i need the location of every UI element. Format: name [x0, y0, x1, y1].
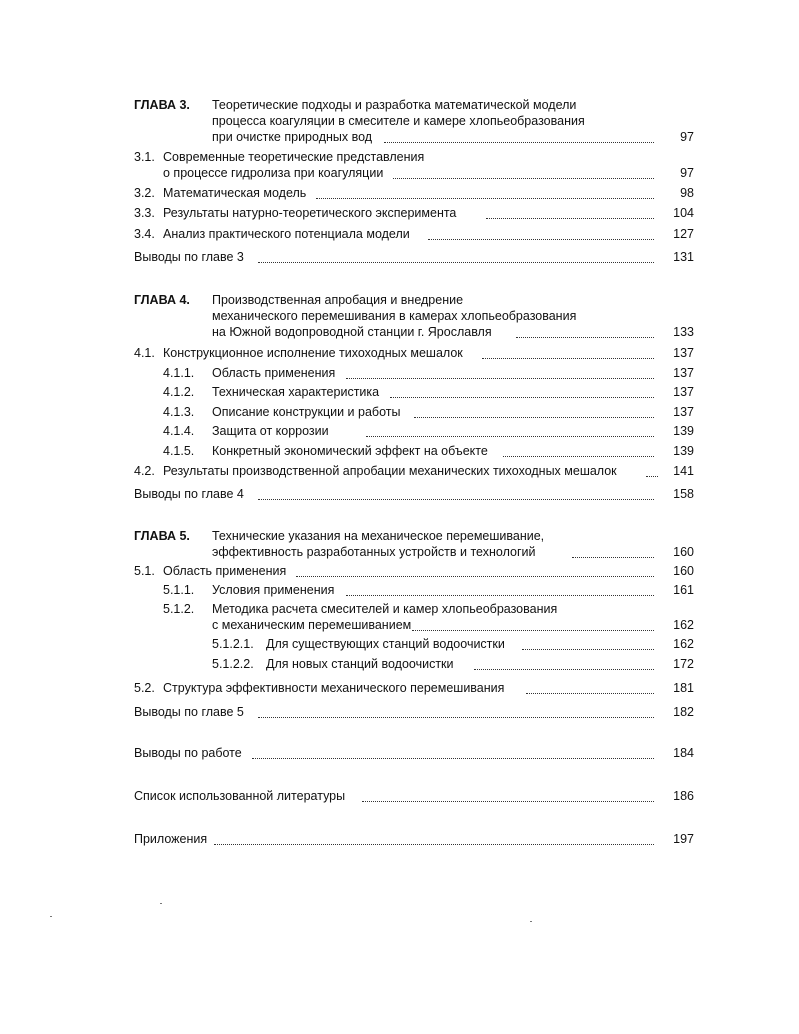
section-5-2-title: Структура эффективности механического перемешивания [163, 681, 505, 695]
section-5-1-2-2-page: 172 [673, 657, 694, 671]
section-4-1-5-num: 4.1.5. [163, 444, 195, 458]
section-5-2-page: 181 [673, 681, 694, 695]
section-4-1-num: 4.1. [134, 346, 155, 360]
section-3-4-num: 3.4. [134, 227, 155, 241]
references: Список использованной литературы [134, 789, 346, 803]
leader-dots [346, 377, 654, 379]
scan-speck [530, 921, 532, 922]
section-4-1-4-num: 4.1.4. [163, 424, 195, 438]
section-4-2-page: 141 [673, 464, 694, 478]
references-page: 186 [673, 789, 694, 803]
leader-dots [362, 800, 654, 802]
section-4-1-2-page: 137 [673, 385, 694, 399]
chapter-5-label: ГЛАВА 5. [134, 529, 190, 543]
chapter-5-page: 160 [673, 545, 694, 559]
section-5-1-1-num: 5.1.1. [163, 583, 195, 597]
chapter-3-title-line-2: процесса коагуляции в смесителе и камере хлопьеобразования [212, 114, 585, 128]
leader-dots [516, 336, 654, 338]
chapter-3-page: 97 [680, 130, 694, 144]
section-4-1-1-title: Область применения [212, 366, 336, 380]
section-3-1-num: 3.1. [134, 150, 155, 164]
section-3-2-page: 98 [680, 186, 694, 200]
section-4-2-num: 4.2. [134, 464, 155, 478]
section-5-1-2-num: 5.1.2. [163, 602, 195, 616]
leader-dots [526, 692, 654, 694]
chapter-4-title-line-3: на Южной водопроводной станции г. Ярославля [212, 325, 492, 339]
chapter-4-conclusions-page: 158 [673, 487, 694, 501]
leader-dots [393, 177, 654, 179]
scan-speck [50, 916, 52, 917]
chapter-5-title-line-1: Технические указания на механическое перемешивание, [212, 529, 545, 543]
appendices: Приложения [134, 832, 208, 846]
leader-dots [258, 261, 654, 263]
leader-dots [428, 238, 654, 240]
section-3-4-page: 127 [673, 227, 694, 241]
section-5-1-1-page: 161 [673, 583, 694, 597]
section-5-1-num: 5.1. [134, 564, 155, 578]
section-3-1-line-1: Современные теоретические представления [163, 150, 425, 164]
leader-dots [503, 455, 654, 457]
leader-dots [474, 668, 654, 670]
chapter-4-conclusions: Выводы по главе 4 [134, 487, 244, 501]
chapter-4-label: ГЛАВА 4. [134, 293, 190, 307]
section-4-1-3-num: 4.1.3. [163, 405, 195, 419]
section-5-1-2-1-num: 5.1.2.1. [212, 637, 254, 651]
leader-dots [346, 594, 654, 596]
section-3-1-line-2: о процессе гидролиза при коагуляции [163, 166, 384, 180]
leader-dots [316, 197, 654, 199]
chapter-5-conclusions: Выводы по главе 5 [134, 705, 244, 719]
section-5-1-2-1-page: 162 [673, 637, 694, 651]
leader-dots [258, 716, 654, 718]
section-4-1-5-page: 139 [673, 444, 694, 458]
section-3-3-page: 104 [673, 206, 694, 220]
leader-dots [366, 435, 654, 437]
section-4-1-1-page: 137 [673, 366, 694, 380]
section-4-1-4-title: Защита от коррозии [212, 424, 329, 438]
chapter-5-title-line-2: эффективность разработанных устройств и технологий [212, 545, 536, 559]
chapter-3-title-line-3: при очистке природных вод [212, 130, 373, 144]
leader-dots [572, 556, 654, 558]
leader-dots [412, 629, 654, 631]
section-4-1-title: Конструкционное исполнение тихоходных мешалок [163, 346, 463, 360]
section-4-1-2-title: Техническая характеристика [212, 385, 380, 399]
chapter-3-conclusions: Выводы по главе 3 [134, 250, 244, 264]
leader-dots [486, 217, 654, 219]
chapter-4-title-line-1: Производственная апробация и внедрение [212, 293, 464, 307]
section-5-1-title: Область применения [163, 564, 287, 578]
section-5-1-2-line-2: с механическим перемешиванием [212, 618, 412, 632]
chapter-4-title-line-2: механического перемешивания в камерах хлопьеобразования [212, 309, 577, 323]
leader-dots [214, 843, 654, 845]
section-4-1-3-page: 137 [673, 405, 694, 419]
leader-dots [296, 575, 654, 577]
work-conclusions-page: 184 [673, 746, 694, 760]
section-4-1-2-num: 4.1.2. [163, 385, 195, 399]
section-4-1-1-num: 4.1.1. [163, 366, 195, 380]
section-5-1-2-2-num: 5.1.2.2. [212, 657, 254, 671]
section-5-1-2-line-1: Методика расчета смесителей и камер хлопьеобразования [212, 602, 558, 616]
appendices-page: 197 [673, 832, 694, 846]
section-5-1-2-2-title: Для новых станций водоочистки [266, 657, 454, 671]
leader-dots [482, 357, 654, 359]
section-4-1-page: 137 [673, 346, 694, 360]
section-3-3-num: 3.3. [134, 206, 155, 220]
section-4-1-4-page: 139 [673, 424, 694, 438]
leader-dots [252, 757, 654, 759]
leader-dots [258, 498, 654, 500]
chapter-4-page: 133 [673, 325, 694, 339]
section-5-1-2-1-title: Для существующих станций водоочистки [266, 637, 505, 651]
section-3-1-page: 97 [680, 166, 694, 180]
chapter-3-title-line-1: Теоретические подходы и разработка математической модели [212, 98, 577, 112]
section-5-1-2-page: 162 [673, 618, 694, 632]
work-conclusions: Выводы по работе [134, 746, 242, 760]
section-5-1-page: 160 [673, 564, 694, 578]
chapter-3-conclusions-page: 131 [673, 250, 694, 264]
chapter-5-conclusions-page: 182 [673, 705, 694, 719]
chapter-3-label: ГЛАВА 3. [134, 98, 190, 112]
leader-dots [414, 416, 654, 418]
scan-speck [160, 903, 162, 904]
leader-dots [390, 396, 654, 398]
section-3-2-title: Математическая модель [163, 186, 307, 200]
section-4-1-3-title: Описание конструкции и работы [212, 405, 401, 419]
section-5-2-num: 5.2. [134, 681, 155, 695]
section-4-2-title: Результаты производственной апробации механических тихоходных мешалок [163, 464, 617, 478]
section-4-1-5-title: Конкретный экономический эффект на объекте [212, 444, 488, 458]
section-3-3-title: Результаты натурно-теоретического эксперимента [163, 206, 457, 220]
leader-dots [522, 648, 654, 650]
section-3-2-num: 3.2. [134, 186, 155, 200]
section-5-1-1-title: Условия применения [212, 583, 335, 597]
leader-dots [384, 141, 654, 143]
section-3-4-title: Анализ практического потенциала модели [163, 227, 410, 241]
